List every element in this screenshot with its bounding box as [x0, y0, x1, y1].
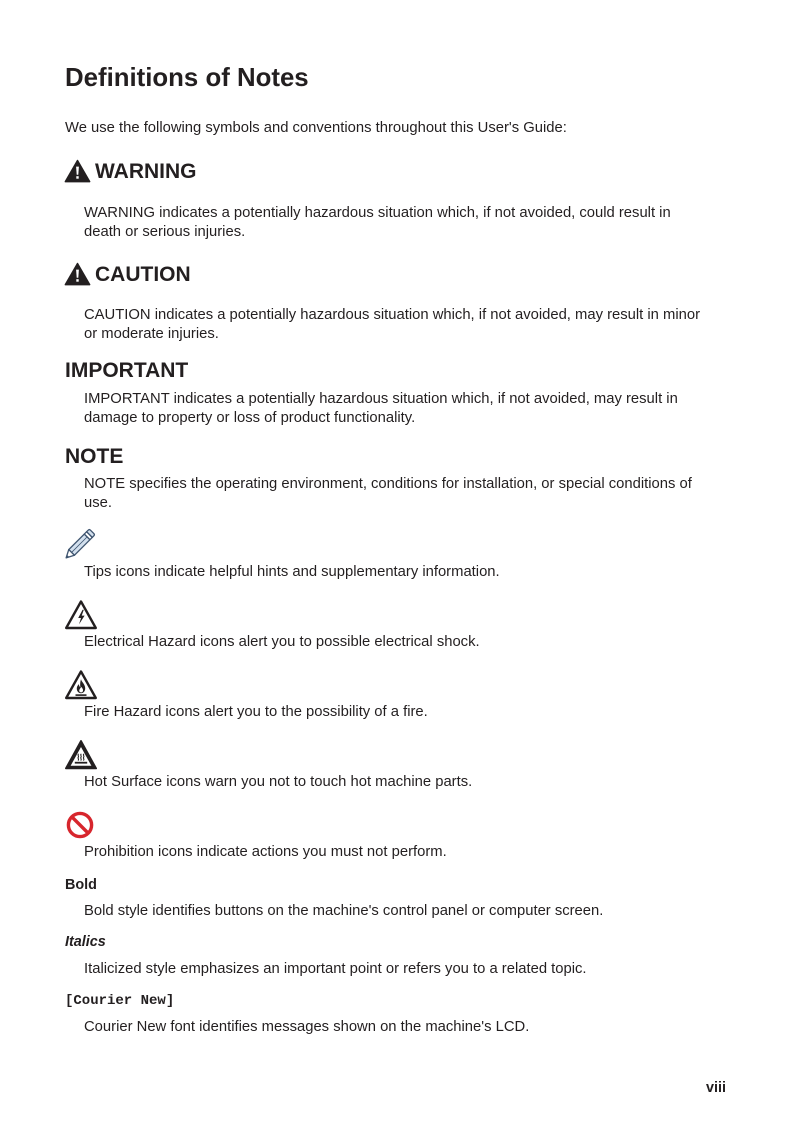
hot-surface-icon: [64, 739, 98, 771]
page-title: Definitions of Notes: [65, 64, 309, 92]
pencil-icon: [62, 528, 96, 562]
italics-label: Italics: [65, 934, 106, 950]
electrical-hazard-icon: [64, 599, 98, 631]
italics-description: Italicized style emphasizes an important point or refers you to a related topic.: [84, 961, 587, 977]
warning-triangle-icon: [64, 159, 91, 183]
prohibition-icon: [65, 810, 95, 840]
warning-text: WARNING indicates a potentially hazardous situation which, if not avoided, could result in death or serious injuries.: [84, 205, 671, 240]
fire-hazard-description: Fire Hazard icons alert you to the possibility of a fire.: [84, 704, 428, 720]
bold-label: Bold: [65, 877, 97, 893]
courier-description: Courier New font identifies messages shown on the machine's LCD.: [84, 1019, 530, 1035]
electrical-hazard-description: Electrical Hazard icons alert you to possible electrical shock.: [84, 634, 480, 650]
note-text: NOTE specifies the operating environment, conditions for installation, or special conditions of use.: [84, 476, 692, 511]
caution-text: CAUTION indicates a potentially hazardous situation which, if not avoided, may result in minor or moderate injuries.: [84, 307, 701, 342]
caution-heading: CAUTION: [95, 263, 191, 286]
important-heading: IMPORTANT: [65, 359, 189, 382]
fire-hazard-icon: [64, 669, 98, 701]
page-number: viii: [706, 1080, 726, 1096]
intro-text: We use the following symbols and conventions throughout this User's Guide:: [65, 120, 567, 136]
prohibition-description: Prohibition icons indicate actions you must not perform.: [84, 844, 447, 860]
note-heading: NOTE: [65, 445, 124, 468]
important-text: IMPORTANT indicates a potentially hazardous situation which, if not avoided, may result in damage to property or loss of product functionality.: [84, 391, 678, 426]
bold-description: Bold style identifies buttons on the machine's control panel or computer screen.: [84, 903, 604, 919]
tips-description: Tips icons indicate helpful hints and supplementary information.: [84, 564, 500, 580]
warning-heading: WARNING: [95, 160, 197, 183]
courier-label: [Courier New]: [65, 993, 175, 1009]
hot-surface-description: Hot Surface icons warn you not to touch hot machine parts.: [84, 774, 473, 790]
caution-triangle-icon: [64, 262, 91, 286]
